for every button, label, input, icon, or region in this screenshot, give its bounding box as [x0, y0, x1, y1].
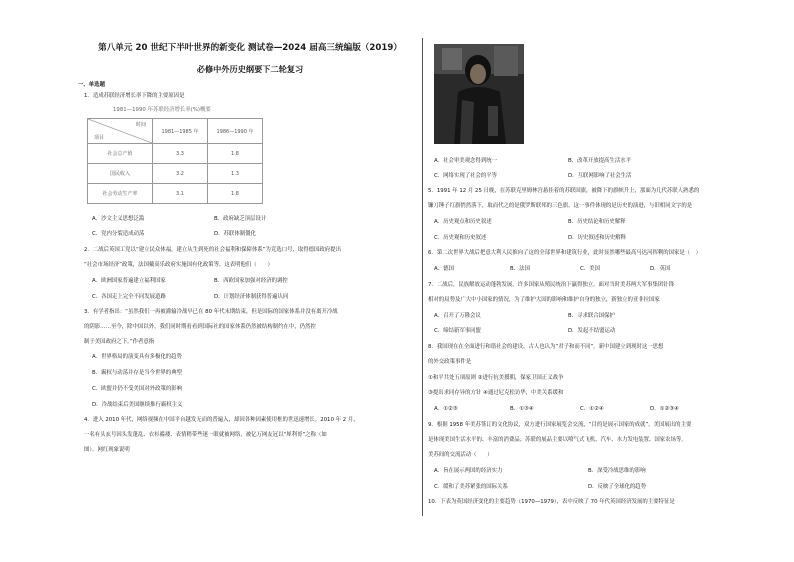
q7-option-c[interactable]: C．缔结新军事同盟	[434, 328, 481, 334]
table-cell: 3.2	[153, 164, 208, 184]
q3-option-d[interactable]: D．冷战结束后美国继续推行霸权主义	[92, 402, 183, 408]
q3-line: 的阴影……至今，除中国以外，我们同时期看看到国际社的国家体系仍然被结构制约在中，仍然控	[84, 324, 316, 330]
section-heading: 一、单选题	[78, 82, 105, 88]
q1-option-d[interactable]: D．苏联体制僵化	[214, 231, 256, 237]
q8-line: 8．我国现在在全面进行和谐社会的建设，古人也认为“君子和而不同”。新中国建立到现时这一思想	[428, 344, 664, 350]
row-head-label: 项目	[94, 135, 105, 141]
q3-line: 制于美国政府之下。”作者意指	[84, 339, 155, 345]
table-cell: 1.8	[208, 144, 263, 164]
row-label: 社会劳动生产率	[88, 184, 153, 204]
q2-option-b[interactable]: B．西欧国家加强对经济的调控	[214, 278, 288, 284]
q10-line: 10．下表为英国经济变化的主要趋势（1970—1979），表中反映了 70 年代英国经济发展的主要特征是	[428, 499, 675, 505]
q4-line: 4．进入 2010 年代，网络视频在中国平台越发无而的普遍入，却因各种因素使用框的世迅速增长。2010 年 2 月，	[84, 417, 359, 423]
q5-option-c[interactable]: C．历史观和历史叙述	[434, 235, 487, 241]
q8-line: 的外交政策事件是	[428, 359, 472, 365]
person-photo-icon	[434, 44, 524, 144]
q5-option-b[interactable]: B．历史结论和历史解释	[568, 219, 626, 225]
q8-option-a[interactable]: A．①②③	[434, 406, 458, 412]
q7-line: 相对的局势及广大中小国家的情况，为了维护大国的影响和维护自身的独立，新独立的亚非拉国家	[428, 297, 660, 303]
q8-item: ①和平共处五项原则 ②进行抗美援朝，保家卫国正义战争	[428, 375, 564, 381]
q9-option-d[interactable]: D．反映了全球化的趋势	[588, 484, 647, 490]
q9-option-c[interactable]: C．缓和了美苏紧张的国际关系	[434, 484, 508, 490]
q3-option-c[interactable]: C．欧盟并仍不受美国对外政策的影响	[92, 386, 183, 392]
table-row	[88, 184, 263, 204]
q4-option-a[interactable]: A．社会审美观念得到统一	[434, 158, 497, 164]
q8-item: ③提出求同存异的方针 ④通过尼克松访华，中美关系缓和	[428, 390, 564, 396]
q9-line: 是体现美国生活水平的、丰富的消费品；苏联的展品主要以喷气式飞机、汽车、水力发电装置、国家农场等。	[428, 437, 687, 443]
q8-option-d[interactable]: D．①②③④	[650, 406, 679, 412]
q8-option-b[interactable]: B．①③④	[510, 406, 534, 412]
q3-option-b[interactable]: B．霸权与动荡并存是当今世界的典型	[92, 370, 182, 376]
page-subtitle: 必修中外历史纲要下二轮复习	[196, 64, 304, 74]
row-label: 国民收入	[88, 164, 153, 184]
period-header: 1986—1990 年	[208, 119, 263, 144]
row-label: 社会总产值	[88, 144, 153, 164]
q5-line: 5．1991 年 12 月 25 日晚，在苏联克里姆林宫悬挂着的苏联国旗，被降下的旗帜升上，那面为几代苏联人熟悉的	[428, 188, 700, 194]
q2-line: 2．二战后英国工党以“建立民众体福，建立从生到死的社会福利和保障体系”为竞选口号，取得德国政府提出	[84, 247, 341, 253]
q1-option-b[interactable]: B．政府缺乏顶层设计	[214, 216, 267, 222]
q7-line: 7．二战后，民族解放运动蓬勃发展，许多国家从殖民统治下赢得独立。面对当时美苏两大军事集团针锋	[428, 282, 675, 288]
q7-option-d[interactable]: D．发起不结盟运动	[568, 328, 616, 334]
q7-option-a[interactable]: A．召开了万隆会议	[434, 313, 481, 319]
table-cell: 1.8	[208, 184, 263, 204]
q9-line: 9．根据 1958 年美苏签订的文化协议，双方进行国家展览会交流，“目的是展示国家的成就”。美国展出的主要	[428, 422, 692, 428]
q8-option-c[interactable]: C．①②④	[580, 406, 604, 412]
q6-option-a[interactable]: A．德国	[434, 266, 454, 272]
table-cell: 3.1	[153, 184, 208, 204]
q6-option-d[interactable]: D．英国	[650, 266, 671, 272]
table-cell: 1.3	[208, 164, 263, 184]
q1-data-table	[87, 118, 263, 204]
page-title: 第八单元 20 世纪下半叶世界的新变化 测试卷—2024 届高三统编版（2019）	[98, 43, 402, 53]
q2-option-a[interactable]: A．欧洲国家普遍建立福利国家	[92, 278, 166, 284]
q5-option-d[interactable]: D．历史叙述和历史解释	[568, 235, 627, 241]
q3-line: 3．有学者指出：“虽然我们一再被灌输冷战早已在 80 年代末期结束，但是国际的国家体系并没有离开冷战	[84, 309, 338, 315]
column-divider	[422, 38, 423, 516]
q2-line: “社会市场经济”政策，法国戴高乐政府实施国有化政策等，这表明他们（ ）	[84, 262, 273, 268]
q4-line: 一名有头玄号因头发蓬乱、衣衫褴褛、表情稍带些迷一眼就被网络，被亿万网友冠以“犀利哥”之称（如	[84, 432, 327, 438]
table-row	[88, 164, 263, 184]
period-header: 1981—1985 年	[153, 119, 208, 144]
q9-line: 美苏间的交流活动（ ）	[428, 452, 493, 458]
q5-line: 镰刀锤子红旗悄然落下，取而代之的是俄罗斯联邦的三色旗。这一事件体现的是历史的演进，与旧相同文字的是	[428, 203, 693, 209]
q5-option-a[interactable]: A．历史观点和历史叙述	[434, 219, 492, 225]
q4-option-c[interactable]: C．网络实现了社会的平等	[434, 173, 498, 179]
q4-line: 图）。网红现象说明	[84, 447, 130, 453]
q2-option-c[interactable]: C．各国走上完全不同发展道路	[92, 294, 166, 300]
q1-option-a[interactable]: A．沙文主义思想泛滥	[92, 216, 145, 222]
q1-table-caption: 1981—1990 年苏联经济增长率(%)概要	[113, 107, 211, 113]
table-corner-cell	[88, 119, 153, 144]
q6-line: 6．第二次世界大战后把意大利人民推向了这的全部世界和建筑行业，此时显然哪些最高马达河挥剩的国家是（ ）	[428, 250, 701, 256]
q9-option-a[interactable]: A．旨在展示两国的经济实力	[434, 468, 503, 474]
q1-option-c[interactable]: C．党内分裂造成动荡	[92, 231, 145, 237]
q7-option-b[interactable]: B．寻求联合国保护	[568, 313, 615, 319]
table-cell: 3.3	[153, 144, 208, 164]
table-row	[88, 144, 263, 164]
col-head-label: 时间	[135, 122, 146, 128]
q4-option-d[interactable]: D．互联网影响了社会生活	[568, 173, 632, 179]
q6-option-c[interactable]: C．美国	[580, 266, 600, 272]
q3-option-a[interactable]: A．世界格局的演变具有多极化的趋势	[92, 354, 182, 360]
q9-option-b[interactable]: B．深受冷战思维的影响	[588, 468, 646, 474]
q1-stem: 1．造成苏联经济增长率下降的主要原因是	[84, 93, 185, 99]
q4-option-b[interactable]: B．改革开放提高生活水平	[568, 158, 631, 164]
xili-ge-photo	[434, 44, 524, 144]
q2-option-d[interactable]: D．计划经济体制获得普遍认同	[214, 294, 289, 300]
q6-option-b[interactable]: B．法国	[510, 266, 530, 272]
